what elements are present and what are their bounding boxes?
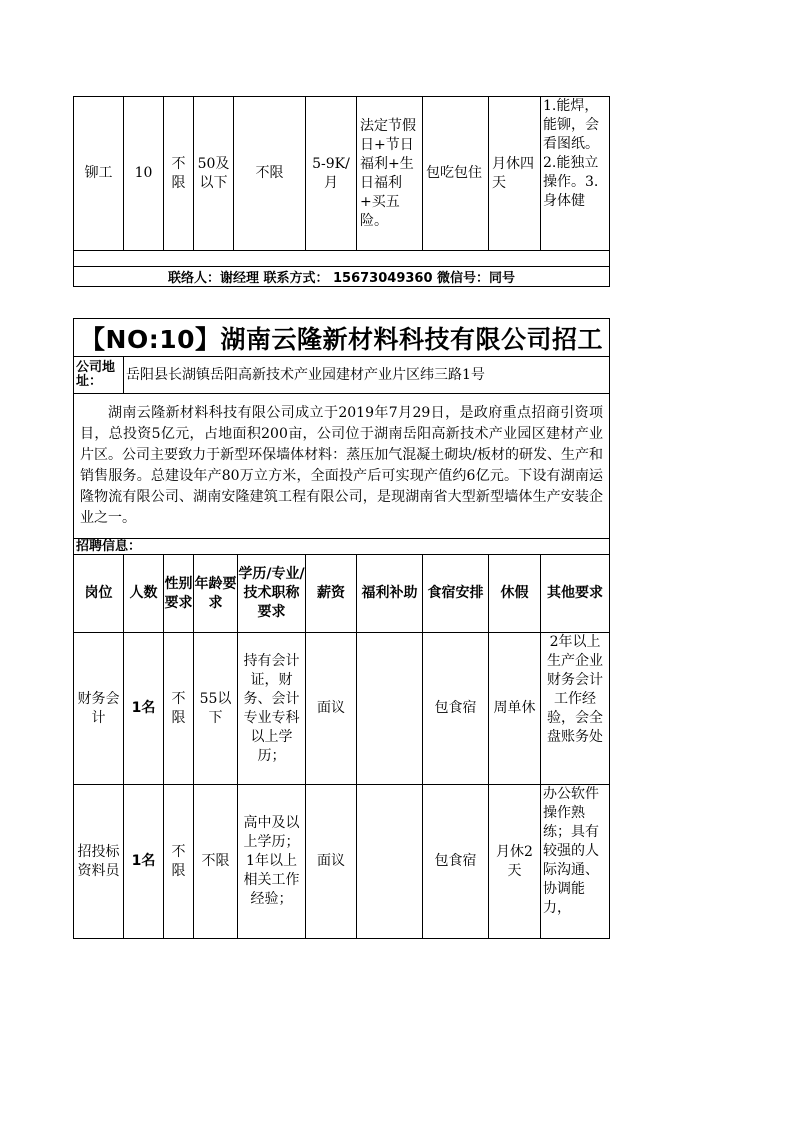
contact-info: 联络人：谢经理 联系方式： 15673049360 微信号：同号	[74, 267, 610, 287]
header-lodging: 食宿安排	[423, 555, 489, 633]
salary-cell: 5-9K/月	[306, 97, 357, 251]
header-other: 其他要求	[541, 555, 610, 633]
address-row	[74, 357, 610, 394]
contact-row	[74, 267, 610, 287]
table-row	[74, 97, 610, 251]
company-description: 湖南云隆新材料科技有限公司成立于2019年7月29日，是政府重点招商引资项目，总投资5亿元，占地面积200亩，公司位于湖南岳阳高新技术产业园区建材产业片区。公司主要致力于新型环保墙体材料：蒸压加气混凝土砌块/板材的研发、生产和销售服务。总建设年产80万立方米，全面投产后可实现产值约6亿元。下设有湖南运隆物流有限公司、湖南安隆建筑工程有限公司，是现湖南省大型新型墙体生产安装企业之一。	[74, 394, 610, 539]
header-salary: 薪资	[306, 555, 357, 633]
salary-cell: 面议	[306, 785, 357, 939]
other-cell	[541, 633, 610, 785]
salary-cell: 面议	[306, 633, 357, 785]
recruit-label: 招聘信息：	[74, 539, 610, 555]
lodging-cell: 包吃包住	[423, 97, 489, 251]
header-benefits: 福利补助	[357, 555, 423, 633]
holiday-cell: 月休四天	[489, 97, 541, 251]
header-row	[74, 555, 610, 633]
benefits-cell	[357, 785, 423, 939]
other-cell-text: 1.能焊，能铆，会看图纸。2.能独立操作。3.身体健	[543, 98, 599, 209]
age-cell: 50及以下	[194, 97, 234, 251]
lodging-cell: 包食宿	[423, 785, 489, 939]
education-cell: 不限	[234, 97, 306, 251]
position-cell: 财务会计	[74, 633, 124, 785]
header-position: 岗位	[74, 555, 124, 633]
other-cell	[541, 97, 610, 251]
holiday-cell: 周单休	[489, 633, 541, 785]
company-job-table	[73, 318, 610, 939]
header-gender: 性别要求	[164, 555, 194, 633]
page-title: 【NO:10】湖南云隆新材料科技有限公司招工	[74, 319, 610, 357]
header-education: 学历/专业/技术职称要求	[238, 555, 306, 633]
holiday-cell: 月休2天	[489, 785, 541, 939]
gender-cell: 不限	[164, 97, 194, 251]
table-row	[74, 785, 610, 939]
other-cell-text: 2年以上生产企业财务会计工作经验，会全盘账务处	[547, 634, 604, 745]
table-row	[74, 633, 610, 785]
other-cell	[541, 785, 610, 939]
age-cell: 不限	[194, 785, 238, 939]
benefits-cell	[357, 633, 423, 785]
header-age: 年龄要求	[194, 555, 238, 633]
education-cell: 持有会计证，财务、会计专业专科以上学历；	[238, 633, 306, 785]
gender-cell: 不限	[164, 785, 194, 939]
blank-row	[74, 251, 610, 267]
count-cell: 1名	[124, 633, 164, 785]
recruit-label-row	[74, 539, 610, 555]
age-cell: 55以下	[194, 633, 238, 785]
address-value: 岳阳县长湖镇岳阳高新技术产业园建材产业片区纬三路1号	[124, 357, 610, 394]
position-cell: 招投标资料员	[74, 785, 124, 939]
description-row	[74, 394, 610, 539]
count-cell: 10	[124, 97, 164, 251]
title-row	[74, 319, 610, 357]
header-count: 人数	[124, 555, 164, 633]
gender-cell: 不限	[164, 633, 194, 785]
previous-job-table	[73, 96, 610, 287]
other-cell-text: 办公软件操作熟练；具有较强的人际沟通、协调能力，	[543, 786, 599, 916]
address-label: 公司地址：	[74, 357, 124, 394]
benefits-cell: 法定节假日+节日福利+生日福利+买五险。	[357, 97, 423, 251]
position-cell: 铆工	[74, 97, 124, 251]
lodging-cell: 包食宿	[423, 633, 489, 785]
count-cell: 1名	[124, 785, 164, 939]
header-holiday: 休假	[489, 555, 541, 633]
education-cell: 高中及以上学历；1年以上相关工作经验；	[238, 785, 306, 939]
